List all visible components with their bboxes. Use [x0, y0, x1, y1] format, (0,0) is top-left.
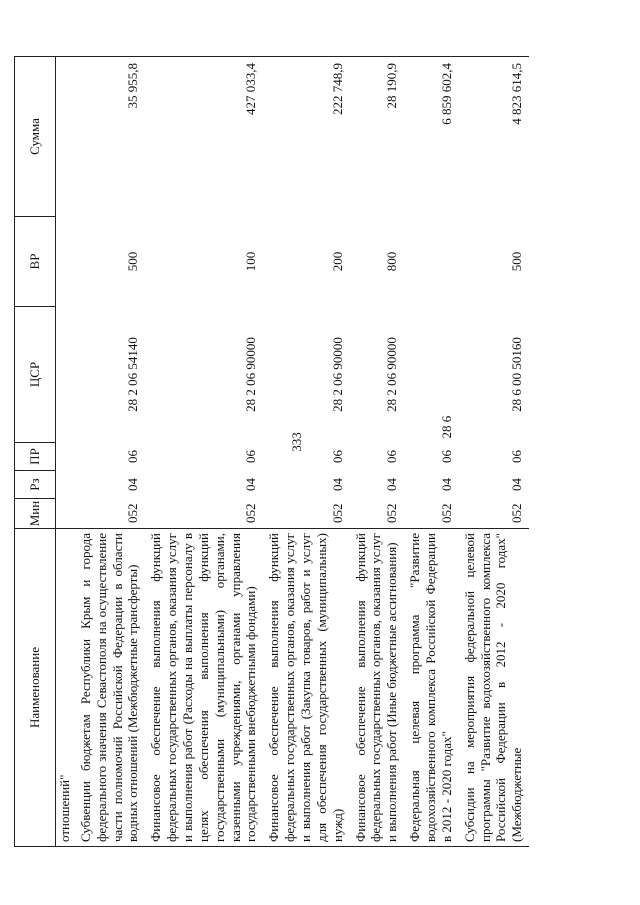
row-pr: 06: [509, 450, 525, 463]
row-min: 052: [438, 503, 454, 523]
row-rz: 04: [329, 478, 345, 491]
row-rz: 04: [438, 478, 454, 491]
row-vr: [404, 217, 459, 307]
row-pr: 06: [438, 450, 454, 463]
row-pr: 06: [243, 450, 259, 463]
row-sum: 28 190,9: [350, 57, 405, 217]
row-csr: 28 2 06 54140: [125, 337, 141, 412]
page-number: 333: [288, 432, 304, 452]
rotated-page-content: [14, 57, 524, 847]
row-sum: 222 748,9: [263, 57, 349, 217]
row-csr: 28 2 06 90000: [243, 337, 259, 412]
row-min: 052: [384, 503, 400, 523]
row-vr: 500: [125, 251, 141, 272]
row-csr: 28 2 06 90000: [384, 337, 400, 412]
header-min: Мин: [15, 499, 56, 529]
header-csr: ЦСР: [15, 307, 56, 443]
header-pr: ПР: [15, 443, 56, 471]
table-row: [404, 57, 459, 847]
row-vr: 100: [243, 251, 259, 272]
row-pr: 06: [329, 450, 345, 463]
row-vr: 200: [329, 251, 345, 272]
table-row: [75, 57, 145, 847]
header-rz: Рз: [15, 471, 56, 499]
header-name: Наименование: [15, 529, 56, 847]
table-row: [263, 57, 349, 847]
row-sum: 6 859 602,4: [404, 57, 459, 217]
budget-table: [14, 56, 529, 847]
row-name: Финансовое обеспечение выполнения функций федеральных государственных органов, оказания услуг и выполнения работ (Закупка товаров, работ и услуг для обеспечения государственных (муниципальных) нужд): [263, 529, 349, 847]
row-min: 052: [329, 503, 345, 523]
table-row: [350, 57, 405, 847]
header-sum: Сумма: [15, 57, 56, 217]
row-name: Финансовое обеспечение выполнения функций федеральных государственных органов, оказания услуг и выполнения работ (Расходы на выплаты персоналу в целях обеспечения выполнения функций государственными (муниципальными) органами, казенными учреждениями, органами управления государственными внебюджетными фондами): [145, 529, 263, 847]
row-name: Финансовое обеспечение выполнения функций федеральных государственных органов, оказания услуг и выполнения работ (Иные бюджетные ассигнования): [350, 529, 405, 847]
row-rz: 04: [125, 478, 141, 491]
row-name: Федеральная целевая программа "Развитие водохозяйственного комплекса Российской Федерации в 2012 - 2020 годах": [404, 529, 459, 847]
row-min: 052: [243, 503, 259, 523]
row-pr: 06: [125, 450, 141, 463]
row-sum: 35 955,8: [75, 57, 145, 217]
row-rz: 04: [243, 478, 259, 491]
row-name: Субсидии на мероприятия федеральной целевой программы "Развитие водохозяйственного комплекса Российской Федерации в 2012 - 2020 годах" (Межбюджетные: [459, 529, 529, 847]
row-rz: 04: [384, 478, 400, 491]
continuation-row: [56, 57, 75, 847]
row-name: Субвенции бюджетам Республики Крым и города федерального значения Севастополя на осуществление части полномочий Российской Федерации в области водных отношений (Межбюджетные трансферты): [75, 529, 145, 847]
row-min: 052: [509, 503, 525, 523]
row-pr: 06: [384, 450, 400, 463]
row-sum: 427 033,4: [145, 57, 263, 217]
row-csr: 28 2 06 90000: [329, 337, 345, 412]
row-vr: 500: [509, 251, 525, 272]
row-csr: 28 6: [438, 415, 454, 439]
header-vr: ВР: [15, 217, 56, 307]
row-rz: 04: [509, 478, 525, 491]
row-min: 052: [125, 503, 141, 523]
row-vr: 800: [384, 251, 400, 272]
row-sum: 4 823 614,5: [459, 57, 529, 217]
table-header-row: [15, 57, 56, 847]
table-row: [459, 57, 529, 847]
continuation-text: отношений": [56, 529, 75, 847]
row-csr: 28 6 00 50160: [509, 337, 525, 412]
table-row: [145, 57, 263, 847]
